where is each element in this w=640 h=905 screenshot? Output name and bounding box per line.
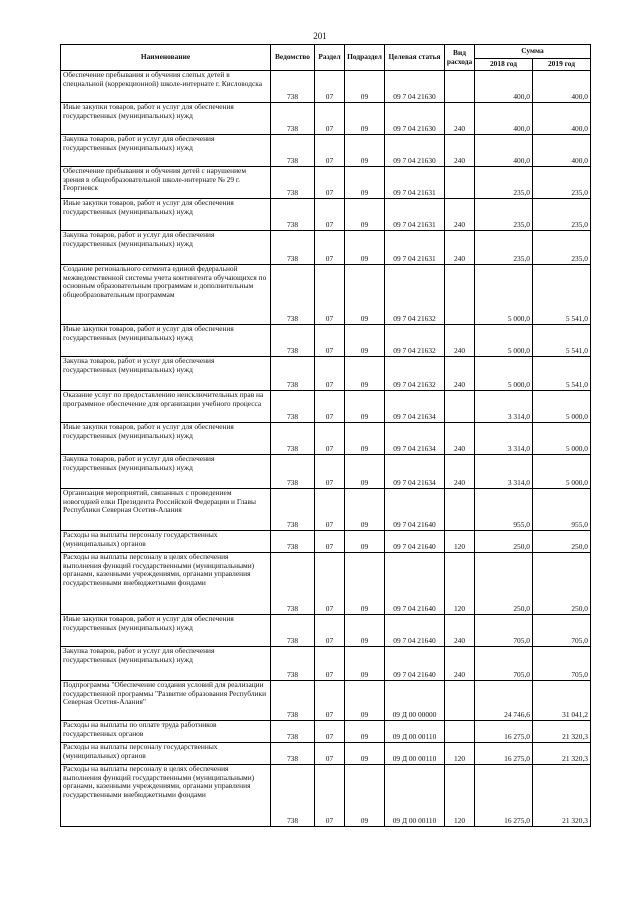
cell-subsection: 09 [345,391,385,423]
cell-sum-2018: 16 275,0 [475,721,533,743]
cell-subsection: 09 [345,647,385,681]
cell-exp-type: 120 [445,743,475,765]
cell-dept: 738 [271,765,315,827]
cell-subsection: 09 [345,135,385,167]
cell-target: 09 Д 00 00110 [385,765,445,827]
cell-sum-2019: 235,0 [533,199,591,231]
cell-sum-2019: 235,0 [533,167,591,199]
cell-subsection: 09 [345,325,385,357]
cell-exp-type [445,721,475,743]
header-dept: Ведомство [271,45,315,71]
cell-sum-2018: 24 746,6 [475,681,533,721]
cell-name: Иные закупки товаров, работ и услуг для обеспечения государственных (муниципальных) нужд [61,423,271,455]
cell-section: 07 [315,103,345,135]
table-row [61,423,591,455]
cell-dept: 738 [271,199,315,231]
table-row [61,391,591,423]
cell-section: 07 [315,647,345,681]
cell-subsection: 09 [345,489,385,531]
cell-name: Иные закупки товаров, работ и услуг для обеспечения государственных (муниципальных) нужд [61,103,271,135]
table-row [61,135,591,167]
table-row [61,765,591,827]
cell-target: 09 7 04 21640 [385,615,445,647]
cell-sum-2019: 5 000,0 [533,455,591,489]
cell-target: 09 7 04 21631 [385,167,445,199]
cell-target: 09 7 04 21630 [385,103,445,135]
cell-section: 07 [315,325,345,357]
cell-sum-2018: 400,0 [475,71,533,103]
table-row [61,357,591,391]
cell-dept: 738 [271,531,315,553]
table-row [61,265,591,325]
table-row [61,325,591,357]
cell-subsection: 09 [345,531,385,553]
cell-section: 07 [315,615,345,647]
cell-sum-2019: 400,0 [533,103,591,135]
cell-name: Организация мероприятий, связанных с проведением новогодней елки Президента Российской Федерации и Главы Республики Северная Осетия-Алания [61,489,271,531]
table-row [61,647,591,681]
table-row [61,531,591,553]
cell-exp-type: 240 [445,325,475,357]
cell-name: Закупка товаров, работ и услуг для обеспечения государственных (муниципальных) нужд [61,231,271,265]
cell-exp-type: 240 [445,103,475,135]
cell-sum-2019: 705,0 [533,647,591,681]
cell-sum-2019: 5 541,0 [533,357,591,391]
cell-dept: 738 [271,391,315,423]
cell-dept: 738 [271,71,315,103]
header-subsection: Подраздел [345,45,385,71]
cell-subsection: 09 [345,265,385,325]
cell-target: 09 7 04 21630 [385,71,445,103]
cell-section: 07 [315,455,345,489]
table-row [61,167,591,199]
cell-sum-2019: 5 000,0 [533,423,591,455]
cell-section: 07 [315,135,345,167]
cell-target: 09 7 04 21634 [385,423,445,455]
cell-exp-type: 240 [445,647,475,681]
cell-name: Расходы на выплаты персоналу в целях обеспечения выполнения функций государственными (муниципальными) органами, казенными учреждениями, органами управления государственными внебюджетными фондами [61,765,271,827]
cell-section: 07 [315,531,345,553]
cell-sum-2019: 250,0 [533,553,591,615]
cell-sum-2018: 5 000,0 [475,265,533,325]
table-row [61,743,591,765]
budget-table [60,44,591,827]
cell-sum-2018: 5 000,0 [475,325,533,357]
cell-name: Обеспечение пребывания и обучения слепых детей в специальной (коррекционной) школе-интернате г. Кисловодска [61,71,271,103]
cell-exp-type: 240 [445,199,475,231]
cell-target: 09 7 04 21632 [385,325,445,357]
cell-sum-2018: 3 314,0 [475,455,533,489]
cell-subsection: 09 [345,553,385,615]
cell-target: 09 7 04 21640 [385,647,445,681]
cell-name: Закупка товаров, работ и услуг для обеспечения государственных (муниципальных) нужд [61,647,271,681]
cell-exp-type: 240 [445,357,475,391]
cell-target: 09 7 04 21640 [385,531,445,553]
cell-section: 07 [315,71,345,103]
table-row [61,553,591,615]
table-row [61,455,591,489]
cell-dept: 738 [271,681,315,721]
header-section: Раздел [315,45,345,71]
cell-target: 09 7 04 21632 [385,357,445,391]
cell-target: 09 7 04 21632 [385,265,445,325]
cell-sum-2019: 5 000,0 [533,391,591,423]
cell-sum-2018: 250,0 [475,531,533,553]
cell-name: Расходы на выплаты персоналу в целях обеспечения выполнения функций государственными (муниципальными) органами, казенными учреждениями, органами управления государственными внебюджетными фондами [61,553,271,615]
cell-subsection: 09 [345,231,385,265]
cell-target: 09 7 04 21634 [385,391,445,423]
cell-section: 07 [315,489,345,531]
cell-exp-type [445,391,475,423]
cell-section: 07 [315,743,345,765]
cell-subsection: 09 [345,743,385,765]
cell-sum-2019: 21 320,3 [533,765,591,827]
cell-sum-2018: 235,0 [475,231,533,265]
cell-name: Иные закупки товаров, работ и услуг для обеспечения государственных (муниципальных) нужд [61,325,271,357]
cell-dept: 738 [271,489,315,531]
cell-sum-2018: 705,0 [475,647,533,681]
cell-sum-2018: 235,0 [475,167,533,199]
cell-exp-type: 240 [445,135,475,167]
cell-dept: 738 [271,647,315,681]
cell-subsection: 09 [345,103,385,135]
table-row [61,681,591,721]
table-row [61,71,591,103]
table-row [61,199,591,231]
cell-sum-2018: 955,0 [475,489,533,531]
cell-sum-2019: 21 320,3 [533,721,591,743]
cell-section: 07 [315,681,345,721]
table-row [61,489,591,531]
cell-sum-2019: 705,0 [533,615,591,647]
cell-dept: 738 [271,615,315,647]
page-number: 201 [313,31,327,41]
cell-subsection: 09 [345,423,385,455]
cell-dept: 738 [271,743,315,765]
cell-target: 09 Д 00 00110 [385,743,445,765]
cell-sum-2019: 235,0 [533,231,591,265]
cell-name: Закупка товаров, работ и услуг для обеспечения государственных (муниципальных) нужд [61,357,271,391]
cell-dept: 738 [271,455,315,489]
cell-exp-type: 240 [445,455,475,489]
cell-sum-2018: 235,0 [475,199,533,231]
cell-name: Расходы на выплаты персоналу государственных (муниципальных) органов [61,531,271,553]
cell-subsection: 09 [345,765,385,827]
cell-sum-2019: 31 041,2 [533,681,591,721]
cell-exp-type: 240 [445,615,475,647]
cell-section: 07 [315,423,345,455]
cell-sum-2018: 3 314,0 [475,391,533,423]
cell-dept: 738 [271,265,315,325]
cell-target: 09 7 04 21640 [385,553,445,615]
header-year-2018: 2018 год [475,59,533,71]
cell-exp-type [445,71,475,103]
cell-name: Оказание услуг по предоставлению неисключительных прав на программное обеспечение для организации учебного процесса [61,391,271,423]
cell-exp-type: 240 [445,423,475,455]
cell-exp-type: 120 [445,553,475,615]
table-row [61,721,591,743]
cell-sum-2019: 400,0 [533,71,591,103]
cell-target: 09 7 04 21630 [385,135,445,167]
cell-exp-type [445,265,475,325]
cell-subsection: 09 [345,167,385,199]
cell-sum-2019: 400,0 [533,135,591,167]
header-name: Наименование [61,45,271,71]
cell-dept: 738 [271,167,315,199]
cell-exp-type: 120 [445,531,475,553]
cell-subsection: 09 [345,71,385,103]
cell-dept: 738 [271,423,315,455]
table-body [61,71,591,827]
cell-target: 09 Д 00 00110 [385,721,445,743]
cell-exp-type: 120 [445,765,475,827]
cell-exp-type: 240 [445,231,475,265]
cell-sum-2019: 5 541,0 [533,265,591,325]
cell-sum-2018: 400,0 [475,103,533,135]
cell-subsection: 09 [345,615,385,647]
cell-exp-type [445,489,475,531]
cell-section: 07 [315,553,345,615]
header-target: Целевая статья [385,45,445,71]
cell-name: Расходы на выплаты по оплате труда работников государственных органов [61,721,271,743]
cell-section: 07 [315,231,345,265]
cell-target: 09 7 04 21640 [385,489,445,531]
cell-dept: 738 [271,357,315,391]
cell-section: 07 [315,167,345,199]
cell-sum-2018: 16 275,0 [475,765,533,827]
cell-subsection: 09 [345,199,385,231]
cell-target: 09 7 04 21631 [385,199,445,231]
cell-sum-2018: 16 275,0 [475,743,533,765]
cell-dept: 738 [271,553,315,615]
cell-exp-type [445,681,475,721]
table-row [61,231,591,265]
cell-sum-2018: 400,0 [475,135,533,167]
header-sum: Сумма [475,45,591,59]
cell-name: Расходы на выплаты персоналу государственных (муниципальных) органов [61,743,271,765]
cell-name: Создание регионального сегмента единой федеральной межведомственной системы учета контингента обучающихся по основным образовательным программам и дополнительным общеобразовательным программам [61,265,271,325]
table-row [61,615,591,647]
cell-section: 07 [315,391,345,423]
cell-subsection: 09 [345,721,385,743]
cell-sum-2018: 3 314,0 [475,423,533,455]
cell-sum-2019: 21 320,3 [533,743,591,765]
cell-dept: 738 [271,231,315,265]
cell-section: 07 [315,721,345,743]
table-row [61,103,591,135]
cell-subsection: 09 [345,357,385,391]
cell-section: 07 [315,199,345,231]
cell-sum-2019: 250,0 [533,531,591,553]
cell-exp-type [445,167,475,199]
cell-target: 09 Д 00 00000 [385,681,445,721]
cell-name: Закупка товаров, работ и услуг для обеспечения государственных (муниципальных) нужд [61,455,271,489]
cell-sum-2018: 250,0 [475,553,533,615]
cell-name: Обеспечение пребывания и обучения детей с нарушением зрения в общеобразовательной школе-интернате № 29 г. Георгиевск [61,167,271,199]
cell-sum-2018: 5 000,0 [475,357,533,391]
header-year-2019: 2019 год [533,59,591,71]
cell-name: Иные закупки товаров, работ и услуг для обеспечения государственных (муниципальных) нужд [61,615,271,647]
cell-dept: 738 [271,721,315,743]
header-exp-type: Вид расхода [445,45,475,71]
cell-subsection: 09 [345,455,385,489]
cell-subsection: 09 [345,681,385,721]
cell-sum-2019: 5 541,0 [533,325,591,357]
cell-section: 07 [315,357,345,391]
cell-dept: 738 [271,325,315,357]
cell-target: 09 7 04 21634 [385,455,445,489]
cell-sum-2019: 955,0 [533,489,591,531]
cell-name: Закупка товаров, работ и услуг для обеспечения государственных (муниципальных) нужд [61,135,271,167]
table-header [61,45,591,71]
cell-dept: 738 [271,103,315,135]
cell-dept: 738 [271,135,315,167]
cell-name: Подпрограмма "Обеспечение создания условий для реализации государственной программы "Развитие образования Республики Северная Осетия-Алания" [61,681,271,721]
cell-target: 09 7 04 21631 [385,231,445,265]
cell-name: Иные закупки товаров, работ и услуг для обеспечения государственных (муниципальных) нужд [61,199,271,231]
cell-section: 07 [315,265,345,325]
cell-sum-2018: 705,0 [475,615,533,647]
cell-section: 07 [315,765,345,827]
